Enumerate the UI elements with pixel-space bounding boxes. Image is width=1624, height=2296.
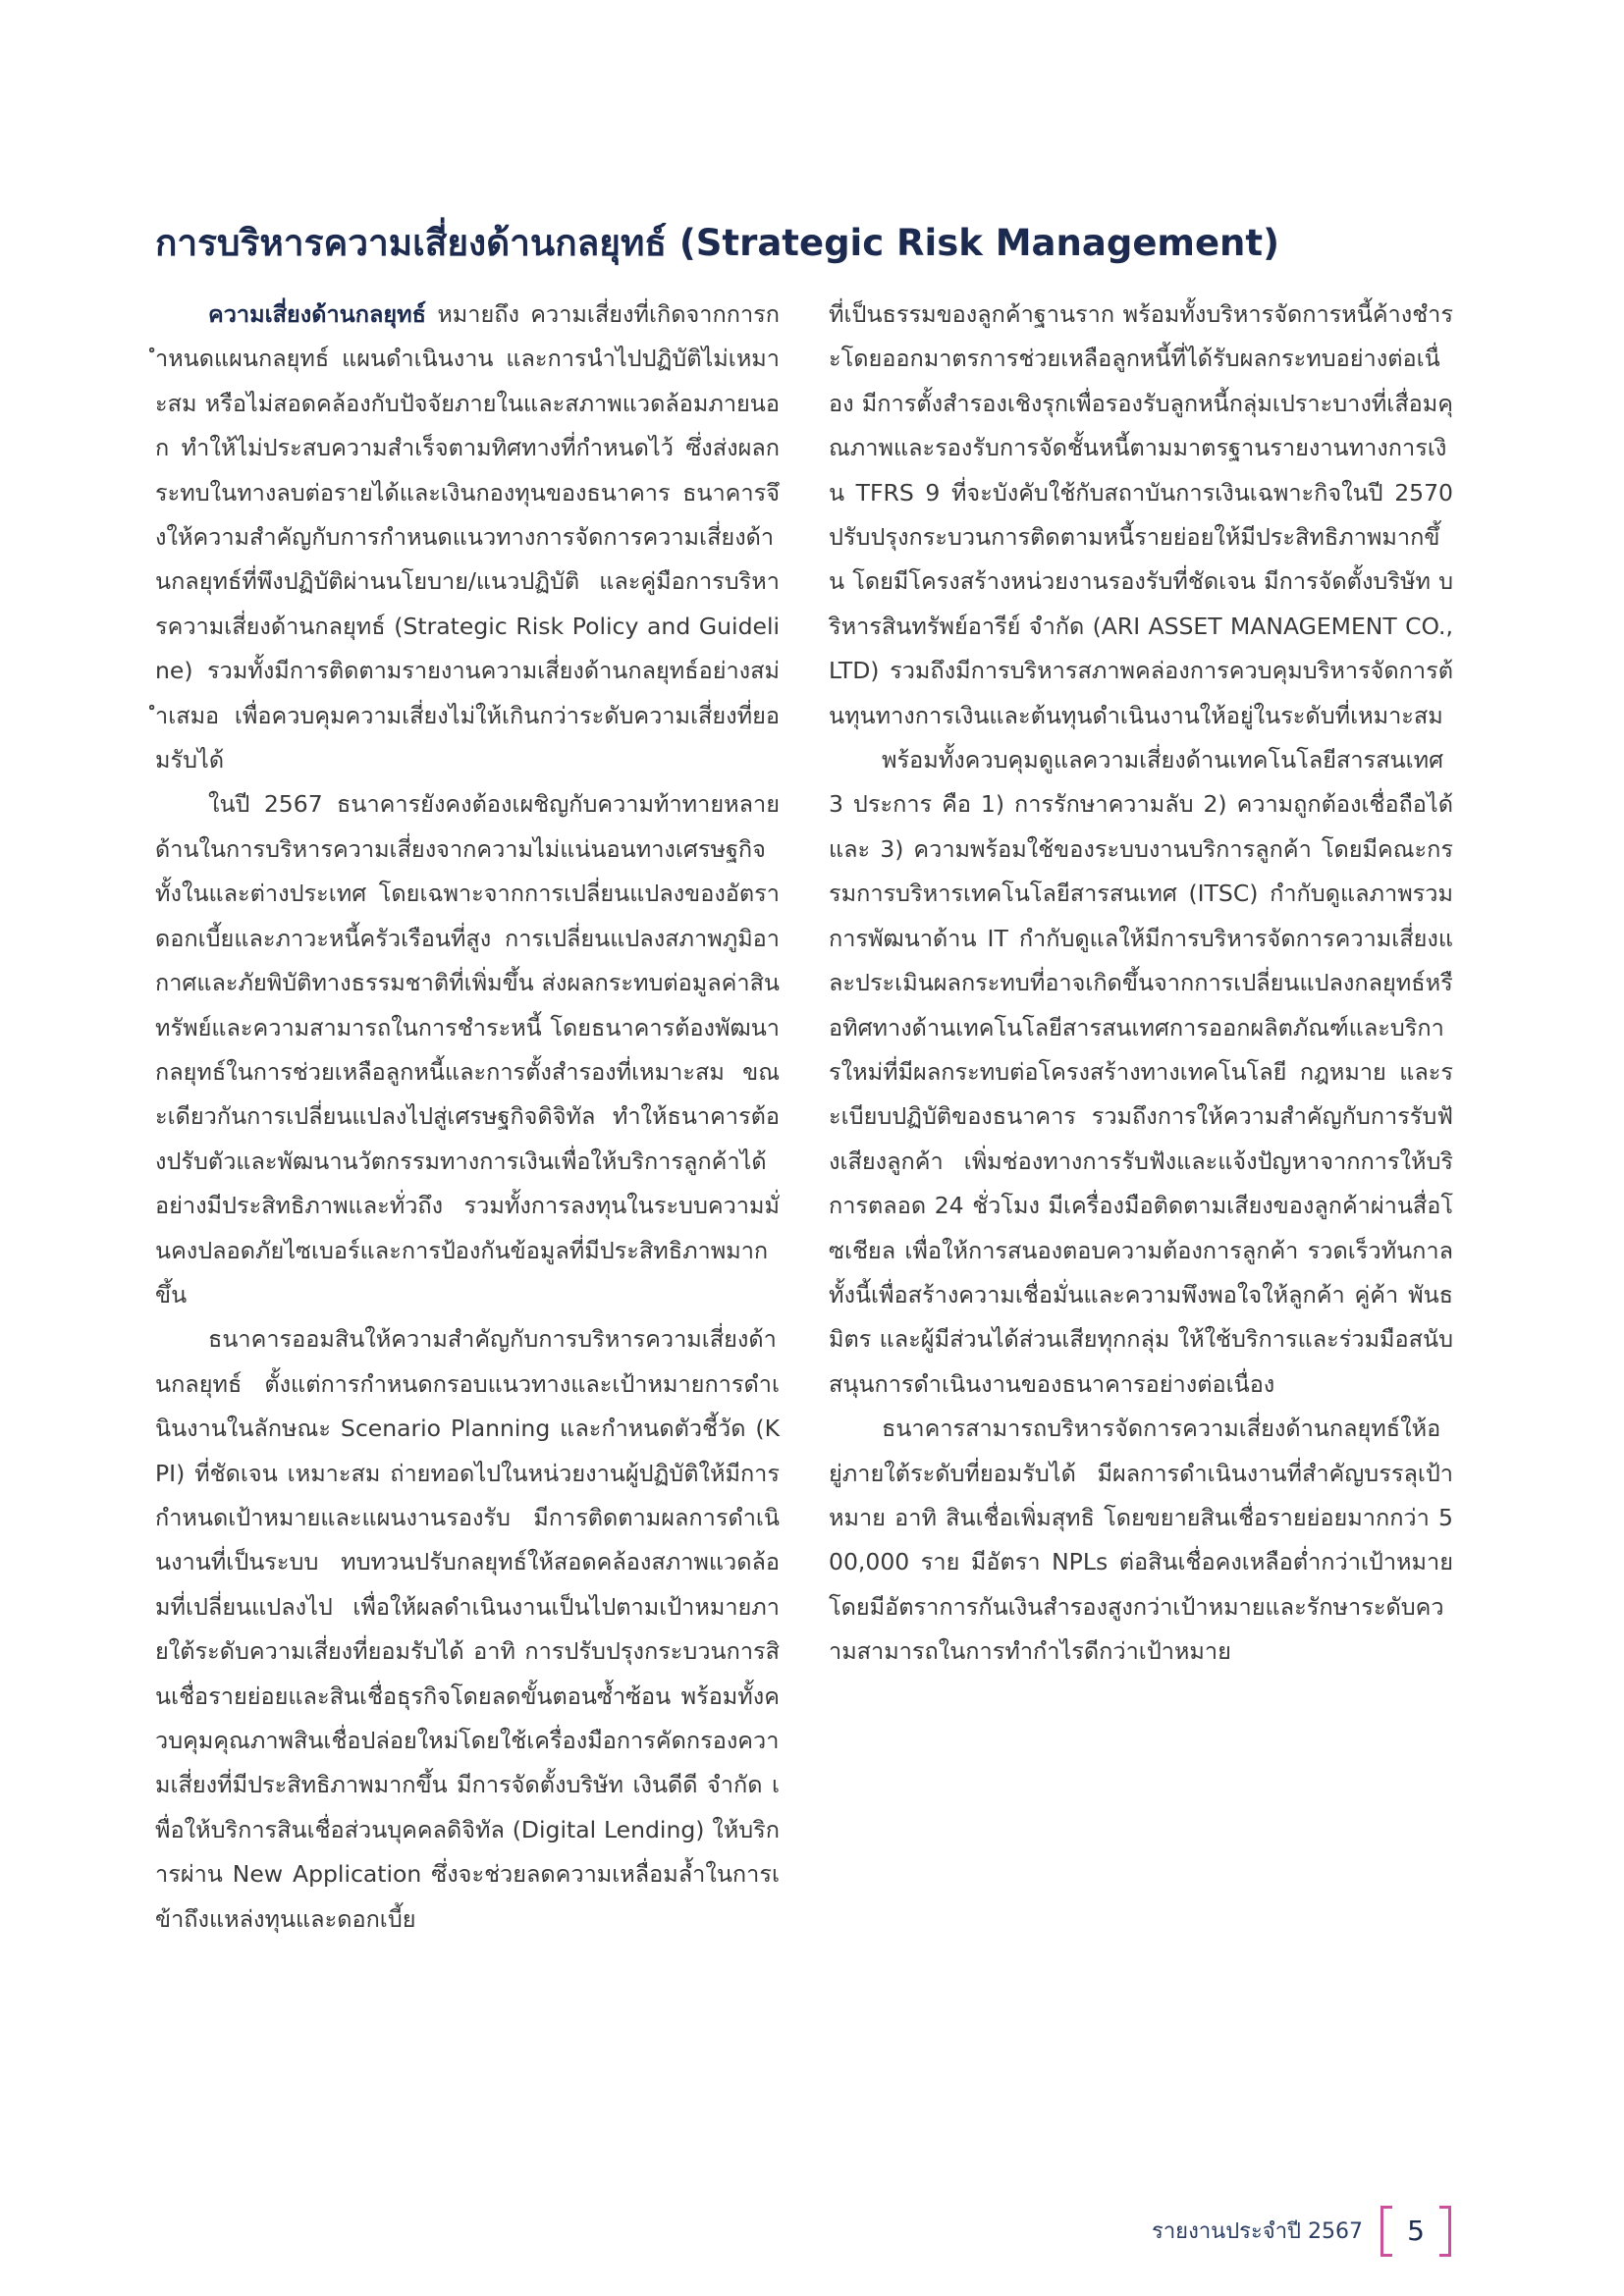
paragraph-results: ธนาคารสามารถบริหารจัดการความเสี่ยงด้านกลยุทธ์ให้อยู่ภายใต้ระดับที่ยอมรับได้ มีผลการดำเนินงานที่สำคัญบรรลุเป้าหมาย อาทิ สินเชื่อเพิ่มสุทธิ โดยขยายสินเชื่อรายย่อยมากกว่า 500,000 ราย มีอัตรา NPLs ต่อสินเชื่อคงเหลือต่ำกว่าเป้าหมาย โดยมีอัตราการกันเงินสำรองสูงกว่าเป้าหมายและรักษาระดับความสามารถในการทำกำไรดีกว่าเป้าหมาย	[829, 1415, 1453, 1666]
left-bracket-ornament	[1380, 2206, 1392, 2257]
page-number: 5	[1407, 2214, 1425, 2247]
right-bracket-ornament	[1439, 2206, 1451, 2257]
paragraph-challenges-2567: ในปี 2567 ธนาคารยังคงต้องเผชิญกับความท้าทายหลายด้านในการบริหารความเสี่ยงจากความไม่แน่นอนทางเศรษฐกิจทั้งในและต่างประเทศ โดยเฉพาะจากการเปลี่ยนแปลงของอัตราดอกเบี้ยและภาวะหนี้ครัวเรือนที่สูง การเปลี่ยนแปลงสภาพภูมิอากาศและภัยพิบัติทางธรรมชาติที่เพิ่มขึ้น ส่งผลกระทบต่อมูลค่าสินทรัพย์และความสามารถในการชำระหนี้ โดยธนาคารต้องพัฒนากลยุทธ์ในการช่วยเหลือลูกหนี้และการตั้งสำรองที่เหมาะสม ขณะเดียวกันการเปลี่ยนแปลงไปสู่เศรษฐกิจดิจิทัล ทำให้ธนาคารต้องปรับตัวและพัฒนานวัตกรรมทางการเงินเพื่อให้บริการลูกค้าได้อย่างมีประสิทธิภาพและทั่วถึง รวมทั้งการลงทุนในระบบความมั่นคงปลอดภัยไซเบอร์และการป้องกันข้อมูลที่มีประสิทธิภาพมากขึ้น	[155, 790, 780, 1308]
left-column	[155, 293, 780, 1942]
definition-lead-term: ความเสี่ยงด้านกลยุทธ์	[208, 300, 426, 328]
paragraph-it-risk: พร้อมทั้งควบคุมดูแลความเสี่ยงด้านเทคโนโลยีสารสนเทศ 3 ประการ คือ 1) การรักษาความลับ 2) ความถูกต้องเชื่อถือได้ และ 3) ความพร้อมใช้ของระบบงานบริการลูกค้า โดยมีคณะกรรมการบริหารเทคโนโลยีสารสนเทศ (ITSC) กำกับดูแลภาพรวมการพัฒนาด้าน IT กำกับดูแลให้มีการบริหารจัดการความเสี่ยงและประเมินผลกระทบที่อาจเกิดขึ้นจากการเปลี่ยนแปลงกลยุทธ์หรือทิศทางด้านเทคโนโลยีสารสนเทศการออกผลิตภัณฑ์และบริการใหม่ที่มีผลกระทบต่อโครงสร้างทางเทคโนโลยี กฎหมาย และระเบียบปฏิบัติของธนาคาร รวมถึงการให้ความสำคัญกับการรับฟังเสียงลูกค้า เพิ่มช่องทางการรับฟังและแจ้งปัญหาจากการให้บริการตลอด 24 ชั่วโมง มีเครื่องมือติดตามเสียงของลูกค้าผ่านสื่อโซเชียล เพื่อให้การสนองตอบความต้องการลูกค้า รวดเร็วทันกาล ทั้งนี้เพื่อสร้างความเชื่อมั่นและความพึงพอใจให้ลูกค้า คู่ค้า พันธมิตร และผู้มีส่วนได้ส่วนเสียทุกกลุ่ม ให้ใช้บริการและร่วมมือสนับสนุนการดำเนินงานของธนาคารอย่างต่อเนื่อง	[829, 746, 1453, 1398]
section-heading: การบริหารความเสี่ยงด้านกลยุทธ์ (Strategic Risk Management)	[155, 222, 1279, 264]
paragraph-strategic-approach: ธนาคารออมสินให้ความสำคัญกับการบริหารความเสี่ยงด้านกลยุทธ์ ตั้งแต่การกำหนดกรอบแนวทางและเป้าหมายการดำเนินงานในลักษณะ Scenario Planning และกำหนดตัวชี้วัด (KPI) ที่ชัดเจน เหมาะสม ถ่ายทอดไปในหน่วยงานผู้ปฏิบัติให้มีการกำหนดเป้าหมายและแผนงานรองรับ มีการติดตามผลการดำเนินงานที่เป็นระบบ ทบทวนปรับกลยุทธ์ให้สอดคล้องสภาพแวดล้อมที่เปลี่ยนแปลงไป เพื่อให้ผลดำเนินงานเป็นไปตามเป้าหมายภายใต้ระดับความเสี่ยงที่ยอมรับได้ อาทิ การปรับปรุงกระบวนการสินเชื่อรายย่อยและสินเชื่อธุรกิจโดยลดขั้นตอนซ้ำซ้อน พร้อมทั้งควบคุมคุณภาพสินเชื่อปล่อยใหม่โดยใช้เครื่องมือการคัดกรองความเสี่ยงที่มีประสิทธิภาพมากขึ้น มีการจัดตั้งบริษัท เงินดีดี จำกัด เพื่อให้บริการสินเชื่อส่วนบุคคลดิจิทัล (Digital Lending) ให้บริการผ่าน New Application ซึ่งจะช่วยลดความเหลื่อมล้ำในการเข้าถึงแหล่งทุนและดอกเบี้ย	[155, 1325, 780, 1933]
paragraph-continuation: ที่เป็นธรรมของลูกค้าฐานราก พร้อมทั้งบริหารจัดการหนี้ค้างชำระโดยออกมาตรการช่วยเหลือลูกหนี้ที่ได้รับผลกระทบอย่างต่อเนื่อง มีการตั้งสำรองเชิงรุกเพื่อรองรับลูกหนี้กลุ่มเปราะบางที่เสื่อมคุณภาพและรองรับการจัดชั้นหนี้ตามมาตรฐานรายงานทางการเงิน TFRS 9 ที่จะบังคับใช้กับสถาบันการเงินเฉพาะกิจในปี 2570 ปรับปรุงกระบวนการติดตามหนี้รายย่อยให้มีประสิทธิภาพมากขึ้น โดยมีโครงสร้างหน่วยงานรองรับที่ชัดเจน มีการจัดตั้งบริษัท บริหารสินทรัพย์อารีย์ จำกัด (ARI ASSET MANAGEMENT CO., LTD) รวมถึงมีการบริหารสภาพคล่องการควบคุมบริหารจัดการต้นทุนทางการเงินและต้นทุนดำเนินงานให้อยู่ในระดับที่เหมาะสม	[829, 300, 1453, 729]
paragraph-definition	[155, 293, 780, 782]
annual-report-label: รายงานประจำปี 2567	[1152, 2218, 1363, 2244]
page-number-box	[1380, 2206, 1451, 2255]
definition-text: หมายถึง ความเสี่ยงที่เกิดจากการกำหนดแผนกลยุทธ์ แผนดำเนินงาน และการนำไปปฏิบัติไม่เหมาะสม หรือไม่สอดคล้องกับปัจจัยภายในและสภาพแวดล้อมภายนอก ทำให้ไม่ประสบความสำเร็จตามทิศทางที่กำหนดไว้ ซึ่งส่งผลกระทบในทางลบต่อรายได้และเงินกองทุนของธนาคาร ธนาคารจึงให้ความสำคัญกับการกำหนดแนวทางการจัดการความเสี่ยงด้านกลยุทธ์ที่พึงปฏิบัติผ่านนโยบาย/แนวปฏิบัติ และคู่มือการบริหารความเสี่ยงด้านกลยุทธ์ (Strategic Risk Policy and Guideline) รวมทั้งมีการติดตามรายงานความเสี่ยงด้านกลยุทธ์อย่างสม่ำเสมอ เพื่อควบคุมความเสี่ยงไม่ให้เกินกว่าระดับความเสี่ยงที่ยอมรับได้	[155, 300, 780, 774]
right-column	[829, 293, 1453, 1675]
page-footer	[1152, 2199, 1451, 2262]
